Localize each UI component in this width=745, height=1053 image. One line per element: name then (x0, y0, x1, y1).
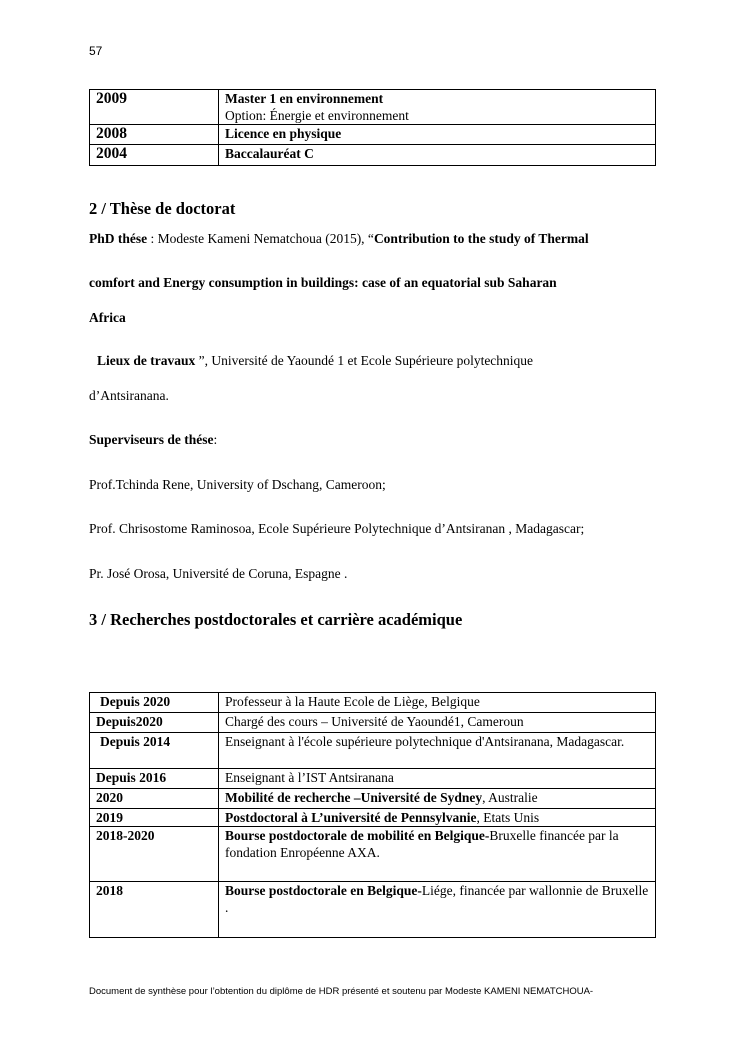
supervisors-label: Superviseurs de thése (89, 432, 214, 447)
thesis-heading: 2 / Thèse de doctorat (89, 199, 236, 218)
career-date: Depuis 2020 (90, 693, 219, 713)
page-number: 57 (89, 44, 103, 58)
table-row (90, 693, 656, 713)
table-row (90, 769, 656, 789)
career-text (219, 827, 656, 882)
career-rest: , Australie (482, 790, 538, 805)
career-bold: Postdoctoral à L’université de Pennsylvanie (225, 810, 477, 825)
supervisors-colon: : (213, 432, 218, 447)
lieux-label: Lieux de travaux (97, 353, 196, 368)
degree-title: Master 1 en environnement (225, 91, 384, 106)
career-text: Professeur à la Haute Ecole de Liège, Belgique (219, 693, 656, 713)
education-year: 2008 (90, 125, 219, 145)
education-degree (219, 90, 656, 125)
career-date: Depuis2020 (90, 713, 219, 733)
lieux-text-2: d’Antsiranana. (89, 388, 169, 403)
education-year: 2004 (90, 145, 219, 166)
career-rest: Liége, financée par wallonnie de Bruxelle . (225, 883, 649, 915)
career-text (219, 809, 656, 827)
career-bold: Bourse postdoctorale de mobilité en Belgique- (225, 828, 490, 843)
career-text: Chargé des cours – Université de Yaoundé1, Cameroun (219, 713, 656, 733)
thesis-title-2: comfort and Energy consumption in buildings: case of an equatorial sub Saharan (89, 275, 557, 290)
career-bold: Bourse postdoctorale en Belgique- (225, 883, 422, 898)
career-date: 2019 (90, 809, 219, 827)
supervisors-line (89, 432, 217, 448)
career-heading: 3 / Recherches postdoctorales et carrière académique (89, 610, 463, 629)
education-year: 2009 (90, 90, 219, 125)
degree-option: Option: Énergie et environnement (225, 108, 409, 123)
phd-label: PhD thése (89, 231, 148, 246)
career-text: Enseignant à l'école supérieure polytechnique d'Antsiranana, Madagascar. (219, 733, 656, 769)
career-table (89, 692, 656, 938)
table-row (90, 90, 656, 125)
thesis-title-1: Contribution to the study of Thermal (373, 231, 589, 246)
table-row (90, 713, 656, 733)
career-rest: Bruxelle financée par la fondation Enropéenne AXA. (225, 828, 619, 860)
career-date: 2018 (90, 882, 219, 938)
supervisor-2: Prof. Chrisostome Raminosoa, Ecole Supérieure Polytechnique d’Antsiranan , Madagascar; (89, 521, 585, 536)
career-date: 2020 (90, 789, 219, 809)
phd-line (89, 231, 589, 247)
table-row (90, 125, 656, 145)
career-rest: , Etats Unis (476, 810, 540, 825)
career-text (219, 882, 656, 938)
table-row (90, 789, 656, 809)
table-row (90, 882, 656, 938)
career-date: Depuis 2014 (90, 733, 219, 769)
lieux-text: ”, Université de Yaoundé 1 et Ecole Supérieure polytechnique (195, 353, 534, 368)
thesis-title-3: Africa (89, 310, 126, 325)
career-date: Depuis 2016 (90, 769, 219, 789)
supervisor-3: Pr. José Orosa, Université de Coruna, Espagne . (89, 566, 348, 581)
education-table (89, 89, 656, 166)
career-text: Enseignant à l’IST Antsiranana (219, 769, 656, 789)
education-degree (219, 125, 656, 145)
table-row (90, 145, 656, 166)
education-degree (219, 145, 656, 166)
degree-title: Baccalauréat C (225, 146, 314, 161)
career-bold: Mobilité de recherche –Université de Sydney (225, 790, 483, 805)
footer: Document de synthèse pour l’obtention du diplôme de HDR présenté et soutenu par Modeste KAMENI NEMATCHOUA- (89, 986, 594, 997)
career-date: 2018-2020 (90, 827, 219, 882)
career-text (219, 789, 656, 809)
supervisor-1: Prof.Tchinda Rene, University of Dschang, Cameroon; (89, 477, 386, 492)
table-row (90, 827, 656, 882)
phd-intro: : Modeste Kameni Nematchoua (2015), “ (147, 231, 374, 246)
degree-title: Licence en physique (225, 126, 342, 141)
table-row (90, 809, 656, 827)
lieux-line (97, 353, 533, 369)
table-row (90, 733, 656, 769)
